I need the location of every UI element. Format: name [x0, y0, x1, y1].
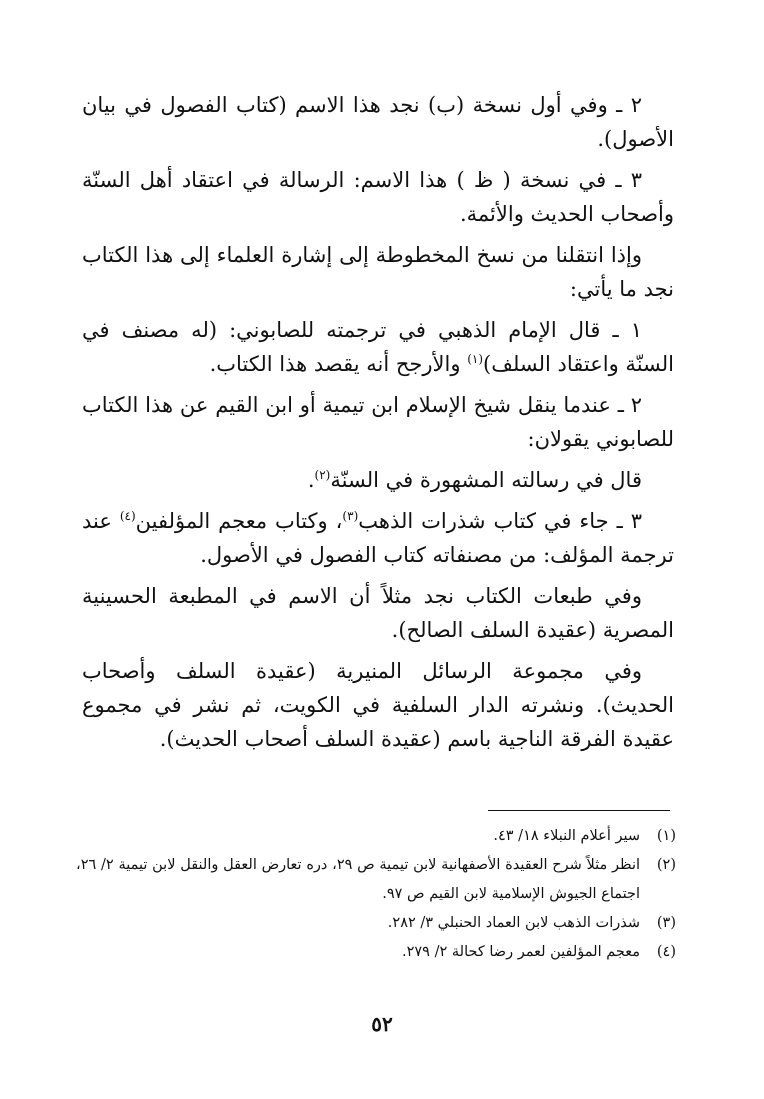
- footnote-number: (٢): [656, 857, 676, 873]
- footnote-mark[interactable]: (٣): [342, 509, 359, 523]
- page-number: ٥٢: [371, 1012, 393, 1036]
- footnote-mark[interactable]: (٤): [119, 509, 136, 523]
- footnote-divider: [488, 810, 670, 811]
- paragraph-copy-z: ٣ ـ في نسخة ( ظ ) هذا الاسم: الرسالة في اعتقاد أهل السنّة وأصحاب الحديث والأئمة.: [82, 168, 674, 226]
- footnote-number: (٣): [656, 915, 676, 931]
- footnote-item: [76, 909, 676, 938]
- footnote-text: معجم المؤلفين لعمر رضا كحالة ٢/ ٢٧٩.: [402, 944, 640, 960]
- footnote-text: سير أعلام النبلاء ١٨/ ٤٣.: [493, 828, 640, 844]
- paragraph-ibn-taymiyya: ٢ ـ عندما ينقل شيخ الإسلام ابن تيمية أو ابن القيم عن هذا الكتاب للصابوني يقولان:: [82, 393, 674, 451]
- paragraph-editions: وفي طبعات الكتاب نجد مثلاً أن الاسم في المطبعة الحسينية المصرية (عقيدة السلف الصالح).: [82, 584, 674, 642]
- footnote-text: انظر مثلاً شرح العقيدة الأصفهانية لابن تيمية ص ٢٩، دره تعارض العقل والنقل لابن تيمية ٢/ ٢٦، اجتماع الجيوش الإسلامية لابن القيم ص ٩٧.: [76, 857, 641, 902]
- paragraph-muniriyya: وفي مجموعة الرسائل المنيرية (عقيدة السلف وأصحاب الحديث). ونشرته الدار السلفية في الكويت، ثم نشر في مجموع عقيدة الفرقة الناجية باسم (عقيدة السلف أصحاب الحديث).: [82, 659, 674, 751]
- main-text: [82, 88, 674, 763]
- paragraph-shadharat: ٣ ـ جاء في كتاب شذرات الذهب$^{(٣)}$، وكتاب معجم المؤلفين$^{(٤)}$ عند ترجمة المؤلف: من مصنفاته كتاب الفصول في الأصول.: [82, 509, 674, 567]
- paragraph-copy-b: ٢ ـ وفي أول نسخة (ب) نجد هذا الاسم (كتاب الفصول في بيان الأصول).: [82, 93, 674, 151]
- footnote-number: (٤): [656, 944, 676, 960]
- footnote-item: [76, 938, 676, 967]
- footnote-text: شذرات الذهب لابن العماد الحنبلي ٣/ ٢٨٢.: [387, 915, 640, 931]
- paragraph-dhahabi: ١ ـ قال الإمام الذهبي في ترجمته للصابوني: (له مصنف في السنّة واعتقاد السلف)$^{(١)}$ والأرجح أنه يقصد هذا الكتاب.: [82, 318, 674, 376]
- footnote-item: [76, 822, 676, 851]
- paragraph-quote: قال في رسالته المشهورة في السنّة$^{(٢)}$.: [307, 468, 642, 492]
- footnote-mark[interactable]: (٢): [314, 468, 331, 482]
- paragraph-scholars-intro: وإذا انتقلنا من نسخ المخطوطة إلى إشارة العلماء إلى هذا الكتاب نجد ما يأتي:: [82, 243, 674, 301]
- footnote-number: (١): [656, 828, 676, 844]
- footnotes: [76, 822, 676, 967]
- footnote-mark[interactable]: (١): [467, 352, 484, 366]
- footnote-item: [76, 851, 676, 909]
